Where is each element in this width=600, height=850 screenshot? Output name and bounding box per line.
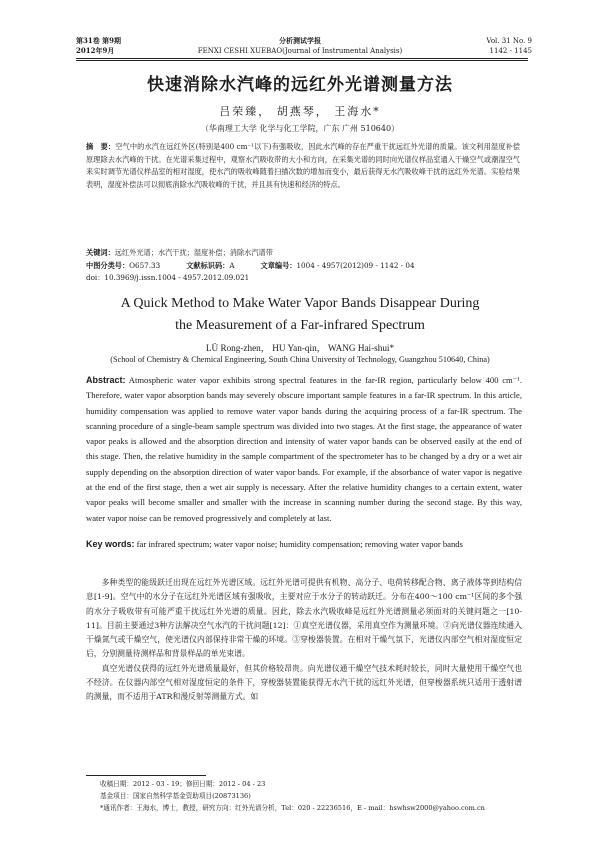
article-number-label: 文章编号： — [260, 261, 297, 270]
header-volume-en — [486, 36, 532, 56]
body-text — [86, 576, 522, 705]
header-pages: 1142 - 1145 — [489, 47, 532, 55]
title-en-line2: the Measurement of a Far-infrared Spectrum — [175, 318, 425, 333]
abstract-cn-text: 空气中的水汽在远红外区(特别是400 cm⁻¹以下)有强吸收，因此水汽峰的存在严重干扰远红外光谱的质量。该文利用湿度补偿原理除去水汽峰的干扰。在光谱采集过程中，观察水汽吸收带的大小和方向，在采集光谱的同时向光谱仪样品室通入干燥空气或潮湿空气来实时调节光谱仪样品室的相对湿度，使水汽的吸收峰随着扫描次数的增加而变小，最后获得无水汽吸收峰干扰的远红外光谱。实验结果表明，湿度补偿法可以彻底消除水汽吸收峰的干扰，并且具有快速和经济的特点。 — [86, 142, 520, 189]
header-date: 2012年9月 — [76, 46, 115, 55]
footnote-funding: 基金项目：国家自然科学基金资助项目(20873136) — [100, 792, 251, 800]
clc-label: 中图分类号： — [86, 261, 130, 270]
header-vol-no: Vol. 31 No. 9 — [486, 37, 532, 45]
authors-en: LÜ Rong-zhen， HU Yan-qin， WANG Hai-shui* — [205, 343, 395, 353]
article-number-value: 1004 - 4957(2012)09 - 1142 - 04 — [296, 261, 415, 270]
doi-line[interactable]: doi：10.3969/j.issn.1004 - 4957.2012.09.021 — [86, 273, 250, 282]
abstract-en — [86, 373, 522, 526]
affiliation-en: (School of Chemistry & Chemical Engineering, South China University of Technology, Guangzhou 510640, China) — [110, 355, 490, 364]
abstract-cn — [86, 141, 520, 191]
footnote-corresponding: *通讯作者：王海水，博士，教授，研究方向：红外光谱分析，Tel：020 - 22236516，E - mail：hswhsw2000@yahoo.com.cn — [100, 804, 485, 812]
keywords-cn — [86, 247, 520, 258]
classification-line — [86, 260, 520, 271]
affiliation-cn: （华南理工大学 化学与化工学院，广东 广州 510640） — [200, 124, 400, 133]
title-en-line1: A Quick Method to Make Water Vapor Bands Disappear During — [120, 296, 480, 311]
footnotes — [100, 778, 520, 814]
title-en — [0, 293, 600, 337]
clc-value: O657.33 — [129, 261, 161, 270]
abstract-en-text: Atmospheric water vapor exhibits strong spectral features in the far-IR region, particularly below 400 cm⁻¹. Therefore, water vapor absorption bands may severely obscure important sample features in a far-IR spectrum. In this article, humidity compensation was applied to remove water vapor bands during the acquiring process of a far-IR spectrum. The scanning procedure of a single-beam sample spectrum was divided into two stages. At the first stage, the appearance of water vapor peaks is allowed and the absorption direction and intensity of water vapor bands can be observed easily at the end of this stage. Then, the relative humidity in the sample compartment of the spectrometer has to be changed by a dry or a wet air supply depending on the absorption direction of water vapor bands. For example, if the absorbance of water vapor is negative at the end of the first stage, then a wet air supply is necessary. After the relative humidity changes to a certain extent, water vapor peaks will become smaller and smaller with the increase in scanning number during the second stage. By this way, water vapor noise can be removed progressively and completely at last. — [86, 375, 522, 523]
doccode-label: 文献标识码： — [186, 261, 230, 270]
footnote-rule — [86, 775, 206, 776]
keywords-en-text: far infrared spectrum; water vapor noise; humidity compensation; removing water vapor bands — [136, 539, 463, 549]
abstract-cn-label: 摘 要： — [86, 142, 116, 151]
header-journal-en: FENXI CESHI XUEBAO(Journal of Instrumental Analysis) — [197, 47, 403, 55]
body-paragraph-1: 多种类型的能级跃迁出现在远红外光谱区域。远红外光谱可提供有机物、高分子、电荷转移配合物、离子液体等到结构信息[1-9]。空气中的水分子在远红外光谱区域有强吸收，主要对应于水分子的转动跃迁。分布在400～100 cm⁻¹区间的多个强的水分子吸收带有可能严重干扰远红外光谱的质量。因此，除去水汽吸收峰是远红外光谱测量必须面对的关键问题之一[10-11]。目前主要通过3种方法解决空气水汽的干扰问题[12]：①真空光谱仪器，采用真空作为测量环境。②向光谱仪器连续通入干燥氮气或干燥空气，使光谱仪内部保持非常干燥的环境。③穿梭器装置。在相对干燥气氛下，光谱仪内部空气相对湿度恒定后，分别测量待测样品和背景样品的单光束谱。 — [86, 578, 522, 659]
body-paragraph-2: 真空光谱仪获得的远红外光谱质量最好，但其价格较昂贵。向光谱仪通干燥空气技术耗时较长，同时大量使用干燥空气也不经济。在仪器内部空气相对湿度恒定的条件下，穿梭器装置能获得无水汽干扰的远红外光谱，但穿梭器系统只适用于透射谱的测量，而不适用于ATR和漫反射等测量方式。如 — [86, 663, 522, 702]
keywords-cn-text: 远红外光谱；水汽干扰；湿度补偿；消除水汽谱带 — [114, 248, 273, 257]
title-cn: 快速消除水汽峰的远红外光谱测量方法 — [147, 75, 453, 95]
authors-cn: 吕荣臻， 胡燕琴， 王海水* — [219, 105, 381, 118]
abstract-en-label: Abstract: — [86, 375, 126, 385]
footnote-received: 收稿日期：2012 - 03 - 19；修回日期：2012 - 04 - 23 — [100, 780, 266, 788]
header-volume-issue: 第31卷 第9期 — [76, 36, 122, 45]
doccode-value: A — [229, 261, 235, 270]
header-rule-thin — [76, 60, 528, 61]
keywords-en-label: Key words: — [86, 539, 135, 549]
header-journal-cn: 分析测试学报 — [279, 36, 321, 45]
keywords-cn-label: 关键词： — [86, 248, 115, 257]
keywords-en — [86, 537, 522, 551]
header-rule — [76, 58, 528, 59]
